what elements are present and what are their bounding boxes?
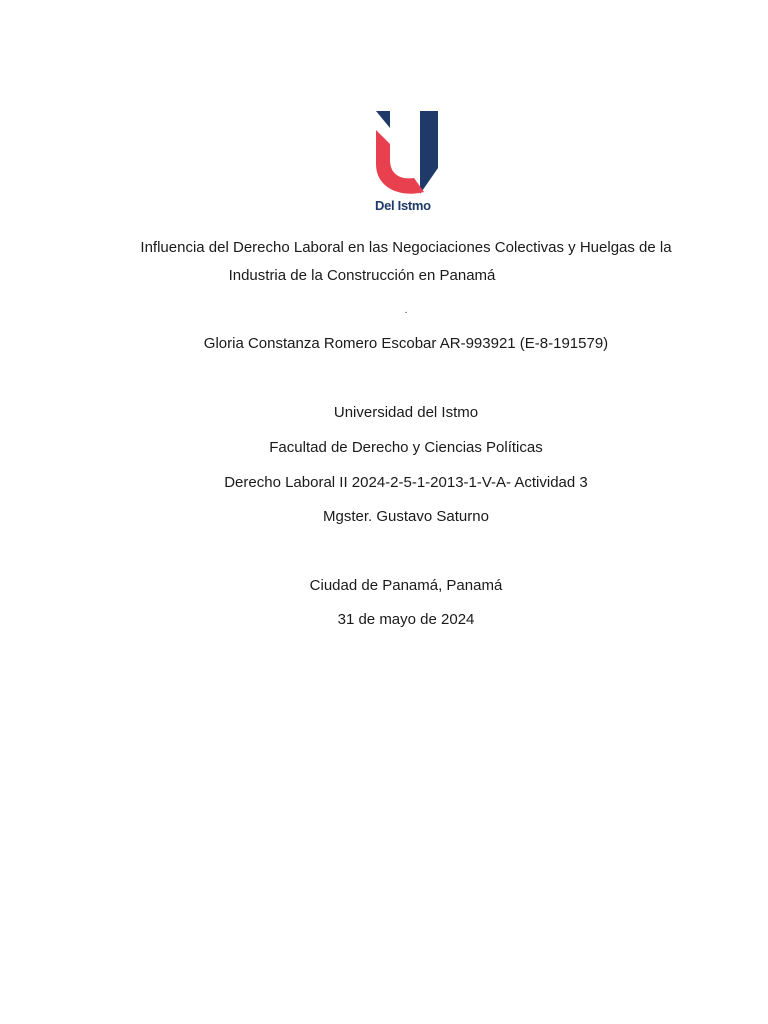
course-name: Derecho Laboral II 2024-2-5-1-2013-1-V-A- Actividad 3	[224, 474, 588, 491]
place-line: Ciudad de Panamá, Panamá	[309, 577, 503, 594]
teacher-name: Mgster. Gustavo Saturno	[323, 508, 489, 525]
document-title-line-2-text: Industria de la Construcción en Panamá	[228, 267, 496, 284]
faculty-name: Facultad de Derecho y Ciencias Políticas	[269, 439, 543, 456]
university-logo	[370, 108, 446, 218]
document-title-line-2	[0, 267, 768, 285]
logo-text: Del Istmo	[375, 198, 431, 213]
university-name: Universidad del Istmo	[333, 404, 479, 421]
date-line: 31 de mayo de 2024	[337, 611, 475, 628]
author-line: Gloria Constanza Romero Escobar AR-993921 (E-8-191579)	[203, 335, 609, 352]
document-title-line-1: Influencia del Derecho Laboral en las Negociaciones Colectivas y Huelgas de la	[140, 239, 672, 256]
logo-u-mark-icon	[370, 108, 446, 198]
separator-dot: .	[404, 305, 408, 316]
